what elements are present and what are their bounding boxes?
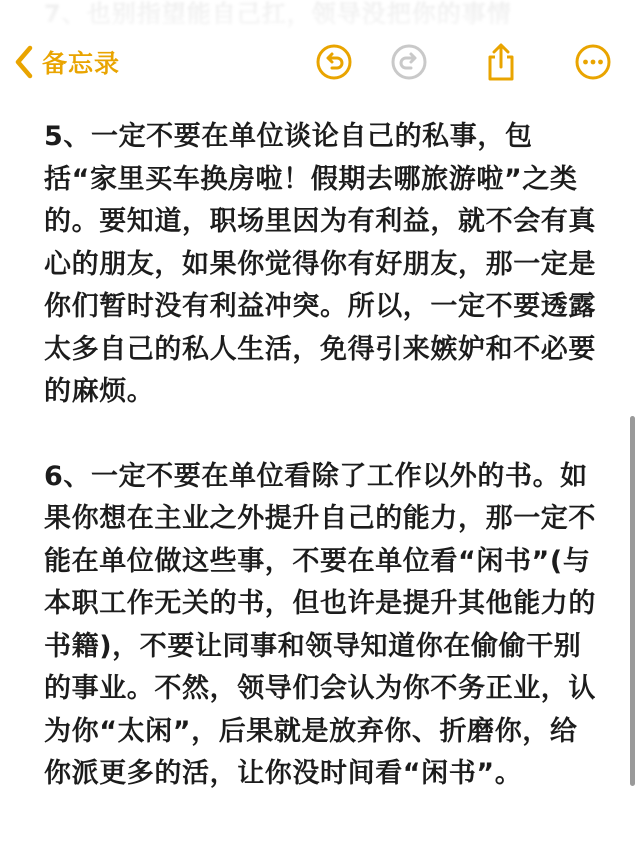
vertical-scrollbar[interactable] [630,416,635,786]
share-button[interactable] [482,43,520,81]
back-button[interactable] [14,44,120,80]
paragraph-spacer [44,414,604,456]
note-paragraph: 5、一定不要在单位谈论自己的私事，包括“家里买车换房啦！假期去哪旅游啦”之类的。要知道，职场里因为有利益，就不会有真心的朋友，如果你觉得你有好朋友，那一定是你们暂时没有利益冲突。所以，一定不要透露太多自己的私人生活，免得引来嫉妒和不必要的麻烦。 [44,121,596,407]
share-icon [482,42,520,82]
note-body[interactable] [44,116,604,796]
redo-icon [390,43,428,81]
undo-icon [315,43,353,81]
note-paragraph: 6、一定不要在单位看除了工作以外的书。如果你想在主业之外提升自己的能力，那一定不能在单位做这些事，不要在单位看“闲书”(与本职工作无关的书，但也许是提升其他能力的书籍)，不要让同事和领导知道你在偷偷干别的事业。不然，领导们会认为你不务正业，认为你“太闲”，后果就是放弃你、折磨你，给你派更多的活，让你没时间看“闲书”。 [44,460,596,789]
more-button[interactable] [574,43,612,81]
navigation-bar [0,0,640,120]
chevron-left-icon [14,45,34,79]
undo-button[interactable] [315,43,353,81]
back-label: 备忘录 [42,49,121,78]
more-icon [574,43,612,81]
redo-button[interactable] [390,43,428,81]
